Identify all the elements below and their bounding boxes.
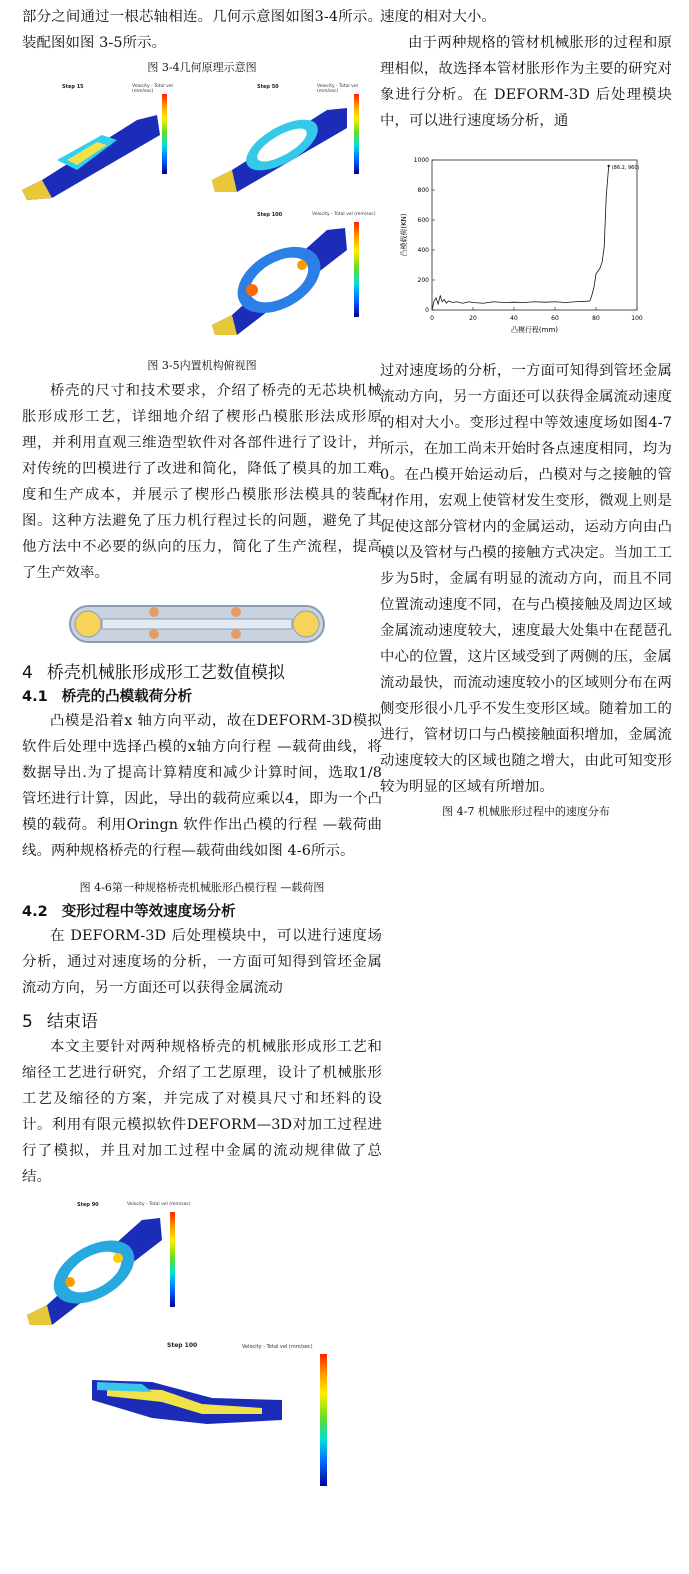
intro-paragraph: 部分之间通过一根芯轴相连。几何示意图如图3-4所示。装配图如图 3-5所示。	[22, 9, 382, 51]
x-tick-label: 100	[631, 315, 643, 322]
data-point-peak	[608, 165, 610, 167]
section-number: 4	[22, 663, 33, 683]
simulation-step15	[22, 80, 187, 200]
section-4-1-paragraph: 凸模是沿着x 轴方向平动，故在DEFORM-3D模拟软件后处理中选择凸模的x轴方向行程 —载荷曲线，将数据导出.为了提高计算精度和减少计算时间，选取1/8管坯进行计算，因此，导出的载荷应乘以4，即为一个凸模的载荷。利用Oringn 软件作出凸模的行程 —载荷曲线。两种规格桥壳的行程—载荷曲线如图 4-6所示。	[22, 713, 382, 859]
right-column	[380, 4, 672, 824]
legend-title: Velocity - Total vel (mm/sec)	[242, 1344, 313, 1350]
simulation-step90	[22, 1200, 192, 1330]
y-tick-label: 600	[417, 217, 429, 224]
simulation-step100-side	[82, 1340, 342, 1500]
y-tick-label: 0	[425, 307, 429, 314]
legend-title: Velocity - Total vel (mm/sec)	[312, 212, 376, 217]
right-top-paragraph: 速度的相对大小。	[380, 9, 496, 25]
legend-title: Velocity - Total vel (mm/sec)	[317, 84, 358, 94]
right-main-paragraph: 过对速度场的分析，一方面可知得到管坯金属流动方向，另一方面还可以获得金属流动速度的相对大小。变形过程中等效速度场如图4-7 所示，在加工尚未开始时各点速度相同，均为 0。在凸模开始运动后，凸模对与之接触的管材作用，宏观上使管材发生变形，微观上则是促使这部分管材内的金属运动，运动方向由凸模以及管材与凸模的接触方式决定。当加工工步为5时，金属有明显的流动方向，而且不同位置流动速度不同，在与凸模接触及周边区域金属流动速度较大，速度最大处集中在琵琶孔中心的位置，这片区域受到了两侧的压，金属流动最快，而流动速度较小的区域则分布在两侧变形很小几乎不发生变形区域。随着加工的进行，管材切口与凸模接触面积增加，金属流动速度较大的区域也随之增大，由此可知变形较为明显的区域有所增加。	[380, 363, 672, 795]
sim-title: Step 90	[77, 1202, 99, 1208]
x-tick-label: 80	[592, 315, 600, 322]
legend-title: Velocity - Total vel (mm/sec)	[132, 84, 173, 94]
velocity-legend	[354, 222, 359, 317]
y-tick-label: 200	[417, 277, 429, 284]
section-title: 变形过程中等效速度场分析	[61, 904, 236, 920]
fig46-caption: 图 4-6第一种规格桥壳机械胀形凸模行程 —载荷图	[79, 881, 325, 894]
fig47-figure	[22, 1200, 382, 1510]
section-4-2-paragraph: 在 DEFORM-3D 后处理模块中，可以进行速度场分析，通过对速度场的分析，一方面可知得到管坯金属流动方向，另一方面还可以获得金属流动	[22, 928, 382, 996]
section-title: 桥壳的凸模载荷分析	[61, 689, 193, 705]
right-intro-paragraph: 由于两种规格的管材机械胀形的过程和原理相似，故选择本管材胀形作为主要的研究对象进行分析。在 DEFORM-3D 后处理模块中，可以进行速度场分析，通	[380, 35, 672, 129]
velocity-legend	[354, 94, 359, 174]
y-axis-label: 凸模载荷(KN)	[400, 213, 408, 257]
simulation-step100	[207, 210, 377, 340]
tube-mesh-step15	[22, 80, 162, 200]
y-tick-label: 1000	[413, 157, 429, 164]
x-axis-label: 凸模行程(mm)	[510, 326, 559, 334]
tube-mesh-step100-side	[82, 1340, 312, 1500]
fig35-caption: 图 3-5内置机构俯视图	[147, 359, 257, 372]
tube-mesh-step90	[22, 1200, 167, 1330]
legend-title: Velocity - Total vel (mm/sec)	[127, 1202, 191, 1207]
section-number: 5	[22, 1012, 33, 1032]
conclusion-paragraph: 本文主要针对两种规格桥壳的机械胀形成形工艺和缩径工艺进行研究，介绍了工艺原理，设计了机械胀形工艺及缩径的方案，并完成了对模具尺寸和坯料的设计。利用有限元模拟软件DEFORM—3D对加工过程进行了模拟，并且对加工过程中金属的流动规律做了总结。	[22, 1039, 382, 1185]
velocity-legend	[162, 94, 167, 174]
x-tick-label: 60	[551, 315, 559, 322]
peak-annotation: (86.2, 960)	[611, 165, 640, 171]
tube-mesh-step50	[207, 80, 352, 200]
x-tick-label: 40	[510, 315, 518, 322]
series-line-load	[432, 166, 609, 310]
sim-title: Step 100	[167, 1342, 198, 1349]
x-tick-label: 0	[430, 315, 434, 322]
velocity-legend	[170, 1212, 175, 1307]
section-4-1-heading	[22, 685, 382, 706]
plot-frame	[432, 160, 637, 310]
section-4-2-heading	[22, 900, 382, 921]
velocity-legend	[320, 1354, 327, 1486]
sim-title: Step 100	[257, 212, 283, 218]
y-tick-label: 400	[417, 247, 429, 254]
section-number: 4.2	[22, 904, 48, 920]
simulation-step50	[207, 80, 377, 200]
sim-title: Step 15	[62, 84, 84, 90]
load-stroke-chart	[380, 140, 670, 348]
fig34-caption: 图 3-4几何原理示意图	[147, 61, 257, 74]
summary-paragraph: 桥壳的尺寸和技术要求，介绍了桥壳的无芯块机械胀形成形工艺，详细地介绍了楔形凸模胀形法成形原理，并利用直观三维造型软件对各部件进行了设计，并对传统的凹模进行了改进和简化，降低了模具的加工难度和生产成本，并展示了楔形凸模胀形法模具的装配图。这种方法避免了压力机行程过长的问题，避免了其他方法中不必要的纵向的压力，简化了生产流程，提高了生产效率。	[22, 383, 382, 581]
section-title: 桥壳机械胀形成形工艺数值模拟	[46, 663, 285, 683]
section-number: 4.1	[22, 689, 48, 705]
tube-mesh-step100	[207, 210, 352, 340]
section-4-heading	[22, 658, 382, 683]
x-tick-label: 20	[469, 315, 477, 322]
left-column	[22, 4, 382, 1510]
fig47-caption: 图 4-7 机械胀形过程中的速度分布	[442, 805, 610, 818]
section-5-heading	[22, 1007, 382, 1032]
assembly-drawing	[22, 590, 382, 654]
section-title: 结束语	[46, 1012, 98, 1032]
fig35-figure	[22, 80, 382, 360]
y-tick-label: 800	[417, 187, 429, 194]
sim-title: Step 50	[257, 84, 279, 90]
